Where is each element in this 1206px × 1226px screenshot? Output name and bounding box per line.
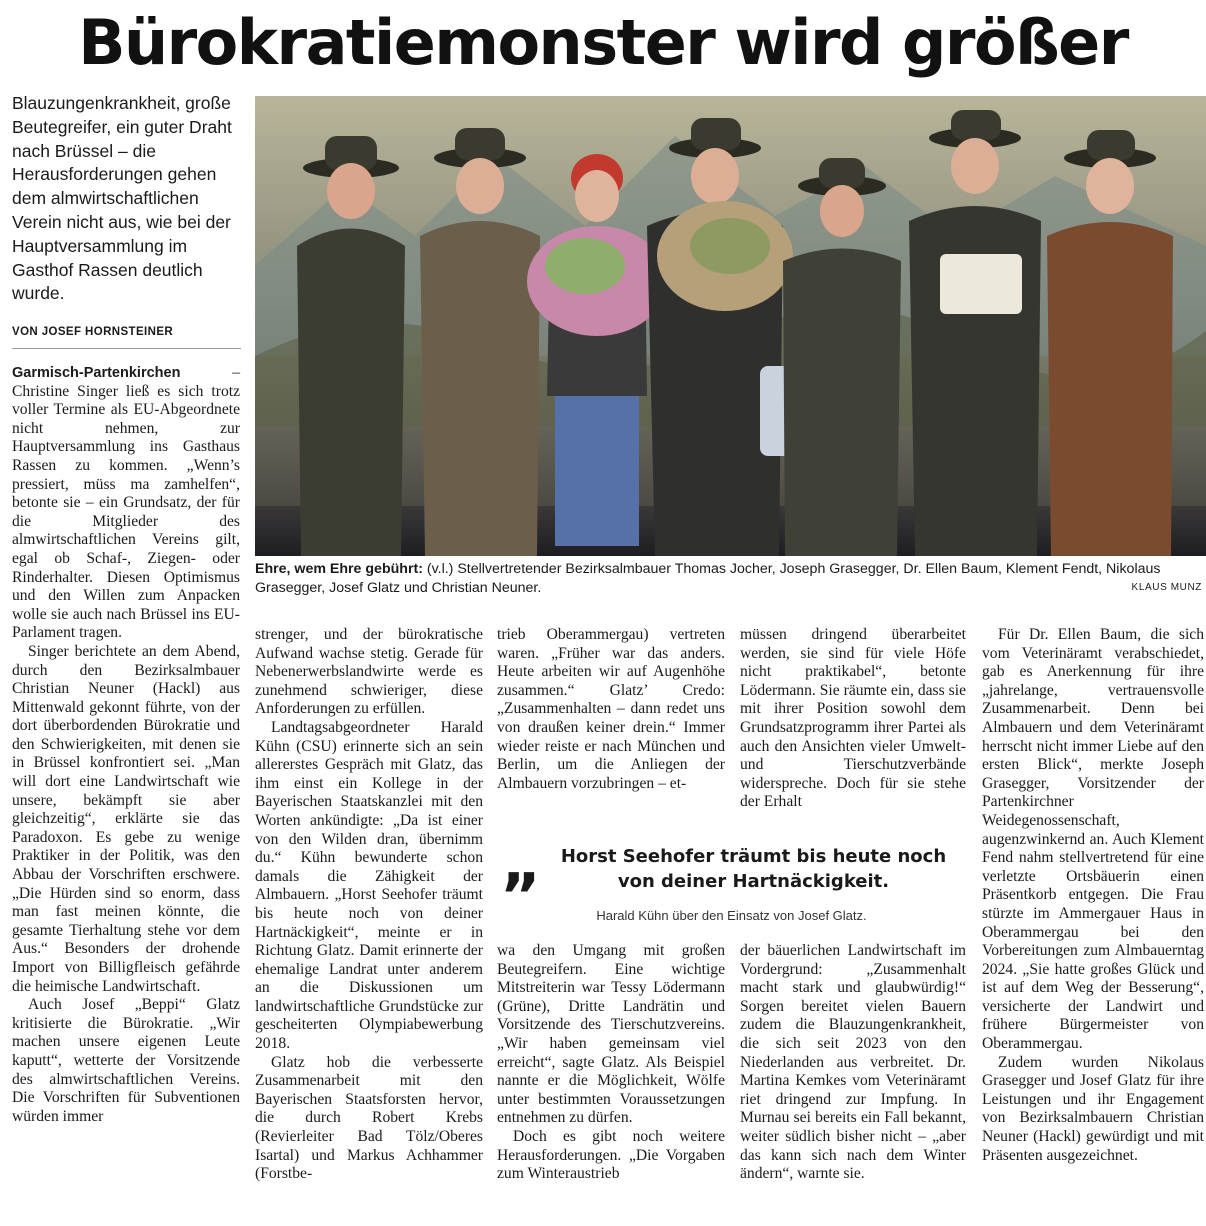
- article-column-4-bottom: [740, 942, 966, 1184]
- paragraph: Singer berichtete an dem Abend, durch den Bezirksalmbauer Christian Neuner (Hackl) aus Mittenwald gekonnt führte, von der dort überbordenden Bürokratie und den Schwierigkeiten, mit denen sie in Brüssel konfrontiert sei. „Man will dort eine Landwirtschaft wie unsere, bekämpft sie aber gleichzeitig“, erklärte sie das Paradoxon. Es gebe zu wenige Praktiker in der Politik, was den Abbau der Vorschriften erschwere. „Die Hürden sind so enorm, dass man fast meinen könnte, die gesamte Tierhaltung stehe vor dem Aus.“ Besonders der drohende Import von Billigfleisch gefährde die heimische Landwirtschaft.: [12, 642, 240, 995]
- pull-quote-text: Horst Seehofer träumt bis heute noch von deiner Hartnäckigkeit.: [560, 846, 947, 892]
- paragraph: müssen dringend überarbeitet werden, sie sind für viele Höfe nicht praktikabel“, betonte Lödermann. Sie räumte ein, dass sie mit ihrer Position sowohl dem Grundsatzprogramm ihrer Partei als auch den Ansichten vieler Umwelt- und Tierschutzverbände widerspreche. Doch für sie stehe der Erhalt: [740, 626, 966, 811]
- certificate: [940, 254, 1022, 314]
- article-column-2: [255, 626, 483, 1184]
- paragraph-text: – Christine Singer ließ es sich trotz voller Termine als EU-Abgeordnete nicht nehmen, zur Hauptversammlung ins Gasthaus Rassen zu kommen. „Wenn’s pressiert, müss ma zamhelfen“, betonte sie – ein Grundsatz, der für die Mitglieder des almwirtschaftlichen Vereins gilt, egal ob Schaf-, Ziegen- oder Rinderhalter. Diesen Optimismus und den Willen zum Anpacken wolle sie auch nach Brüssel ins EU-Parlament tragen.: [12, 364, 240, 642]
- paragraph: strenger, und der bürokratische Aufwand wachse stetig. Gerade für Nebenerwerbslandwirte werde es zunehmend schwieriger, diese Anforderungen zu erfüllen.: [255, 626, 483, 718]
- teaser: Blauzungenkrankheit, große Beutegreifer, ein guter Draht nach Brüssel – die Herausforderungen gehen dem almwirtschaftlichen Verein nicht aus, wie bei der Hauptversammlung im Gasthof Rassen deutlich wurde.: [12, 93, 232, 304]
- paragraph: Doch es gibt noch weitere Herausforderungen. „Die Vorgaben zum Winteraustrieb: [497, 1127, 725, 1183]
- group-photo: [255, 96, 1206, 556]
- byline-divider: [12, 348, 241, 349]
- paragraph: Auch Josef „Beppi“ Glatz kritisierte die Bürokratie. „Wir machen unsere eigenen Leute kaputt“, wetterte der Vorsitzende des almwirtschaftlichen Vereins. Die Vorschriften für Subventionen würden immer: [12, 996, 240, 1125]
- pull-quote-source: Harald Kühn über den Einsatz von Josef Glatz.: [596, 908, 867, 923]
- byline: VON JOSEF HORNSTEINER: [12, 326, 174, 338]
- caption-lead: Ehre, wem Ehre gebührt:: [255, 561, 423, 577]
- group-photo-illustration: [255, 96, 1206, 556]
- article-column-3-bottom: [497, 942, 725, 1184]
- caption-text: (v.l.) Stellvertretender Bezirksalmbauer Thomas Jocher, Joseph Grasegger, Dr. Ellen Baum, Klement Fendt, Nikolaus Grasegger, Josef Glatz und Christian Neuner.: [255, 561, 1161, 596]
- paragraph: Landtagsabgeordneter Harald Kühn (CSU) erinnerte sich an sein allererstes Gespräch mit Glatz, das ihm einst ein Kollege in der Bayerischen Staatskanzlei mit den Worten ankündigte: „Da ist einer von den Wilden dran, übernimm du.“ Kühn bewunderte schon damals die Zähigkeit der Almbauern. „Horst Seehofer träumt bis heute noch von deiner Hartnäckigkeit“, meinte er in Richtung Glatz. Damit erinnerte der ehemalige Landrat unter anderem an die Diskussionen um landwirtschaftliche Grundstücke zur gescheiterten Olympiabewerbung 2018.: [255, 718, 483, 1053]
- paragraph: Für Dr. Ellen Baum, die sich vom Veterinäramt verabschiedet, gab es Anerkennung für ihre „jahrelange, vertrauensvolle Zusammenarbeit. Denn bei Almbauern und dem Veterinäramt herrscht nicht immer Liebe auf den ersten Blick“, merkte Joseph Grasegger, Vorsitzender der Partenkirchner Weidegenossenschaft, augenzwinkernd an. Auch Klement Fend nahm stellvertretend für eine verletzte Ortsbäuerin einen Präsentkorb entgegen. Die Frau stürzte im Ammergauer Haus in Oberammergau bei den Vorbereitungen zum Almbauerntag 2024. „Sie hatte großes Glück und ist auf dem Weg der Besserung“, versicherte der Landwirt und frühere Bürgermeister von Oberammergau.: [982, 626, 1204, 1053]
- paragraph: Glatz hob die verbesserte Zusammenarbeit mit den Bayerischen Staatsforsten hervor, die durch Robert Krebs (Revierleiter Bad Tölz/Oberes Isartal) und Markus Achhammer (Forstbe-: [255, 1053, 483, 1183]
- article-column-5: [982, 626, 1204, 1165]
- paragraph: wa den Umgang mit großen Beutegreifern. Eine wichtige Mitstreiterin war Tessy Lödermann (Grüne), Dritte Landrätin und Vorsitzende des Tierschutzvereins. „Wir haben gemeinsam viel erreicht“, sagte Glatz. Als Beispiel nannte er die Möglichkeit, Wölfe unter bestimmten Voraussetzungen entnehmen zu dürfen.: [497, 942, 725, 1127]
- article-column-3-top: [497, 626, 725, 793]
- article-column-4-top: [740, 626, 966, 812]
- quote-mark-icon: „: [501, 826, 542, 899]
- photo-credit: KLAUS MUNZ: [1131, 582, 1202, 593]
- paragraph: Zudem wurden Nikolaus Grasegger und Josef Glatz für ihre Leistungen und ihr Engagement von Bezirksalmbauern Christian Neuner (Hackl) gewürdigt und mit Präsenten ausgezeichnet.: [982, 1053, 1204, 1164]
- paragraph: trieb Oberammergau) vertreten waren. „Früher war das anders. Heute arbeiten wir auf Augenhöhe zusammen.“ Glatz’ Credo: „Zusammenhalten – dann redet uns von draußen keiner drein.“ Immer wieder reiste er nach München und Berlin, um die Anliegen der Almbauern vorzubringen – et-: [497, 626, 725, 792]
- pull-quote: [497, 826, 966, 938]
- headline: Bürokratiemonster wird größer: [78, 6, 1128, 79]
- article-column-1: [12, 364, 240, 1126]
- paragraph: der bäuerlichen Landwirtschaft im Vordergrund: „Zusammenhalt macht stark und glaubwürdig!“ Sorgen bereitet vielen Bauern zudem die Blauzungenkrankheit, die sich seit 2023 von den Niederlanden aus verbreitet. Dr. Martina Kemkes vom Veterinäramt riet dringend zur Impfung. In Murnau sei bereits ein Fall bekannt, weiter südlich bisher nicht – „aber das kann sich nach dem Winter ändern“, warnte sie.: [740, 942, 966, 1183]
- photo-caption: [255, 560, 1203, 598]
- dateline: Garmisch-Partenkirchen: [12, 365, 181, 381]
- paragraph: [12, 364, 240, 643]
